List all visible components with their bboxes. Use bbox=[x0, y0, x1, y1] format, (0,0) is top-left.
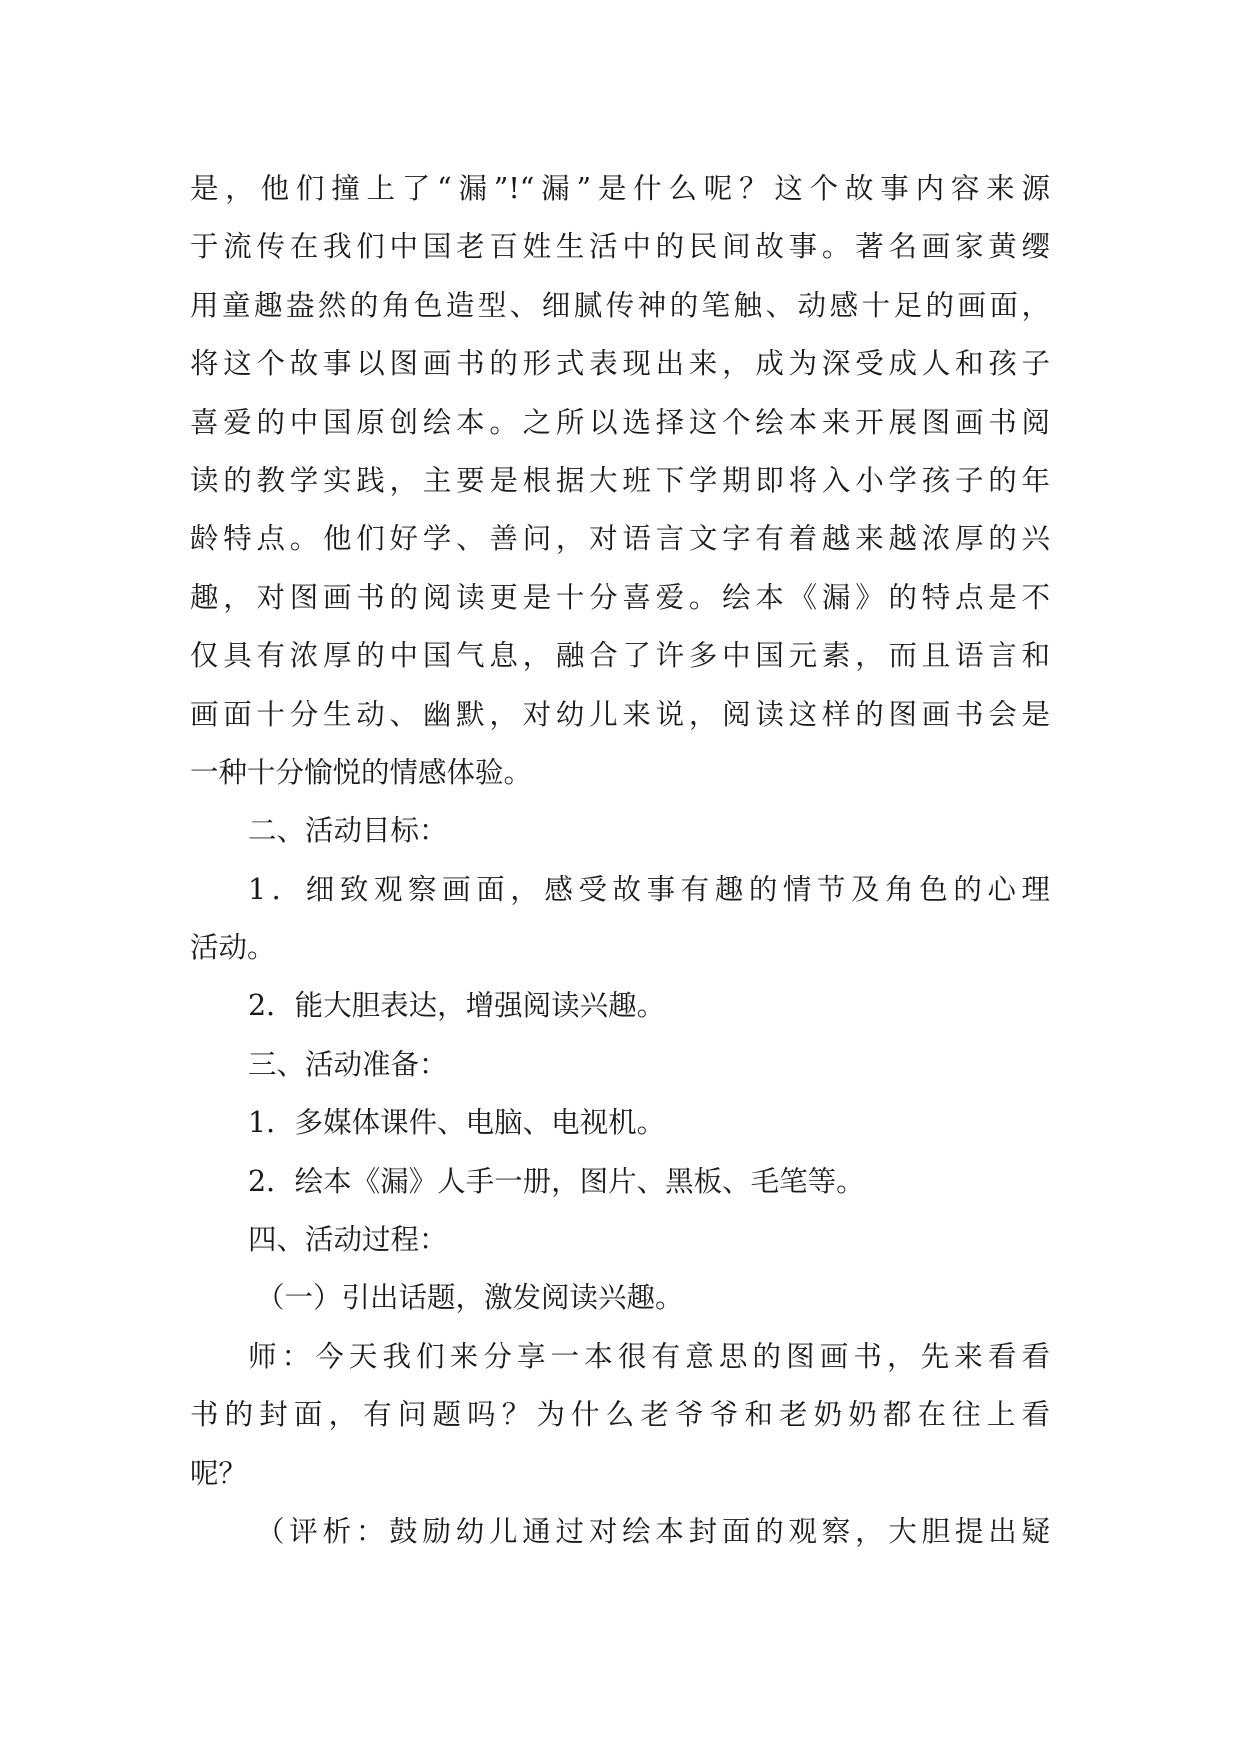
goal-item-1: 1．细致观察画面，感受故事有趣的情节及角色的心理 bbox=[248, 872, 1050, 906]
teacher-dialogue-line-last: 呢？ bbox=[190, 1456, 248, 1490]
paragraph-line: 趣，对图画书的阅读更是十分喜爱。绘本《漏》的特点是不 bbox=[190, 580, 1050, 614]
paragraph-line-last: 一种十分愉悦的情感体验。 bbox=[190, 755, 533, 789]
preparation-item-2: 2．绘本《漏》人手一册，图片、黑板、毛笔等。 bbox=[248, 1164, 865, 1198]
paragraph-line: 于流传在我们中国老百姓生活中的民间故事。著名画家黄缨 bbox=[190, 230, 1050, 264]
commentary-line: （评析：鼓励幼儿通过对绘本封面的观察，大胆提出疑 bbox=[256, 1514, 1050, 1548]
paragraph-line: 将这个故事以图画书的形式表现出来，成为深受成人和孩子 bbox=[190, 347, 1050, 381]
document-body bbox=[190, 160, 1050, 1561]
paragraph-line: 画面十分生动、幽默，对幼儿来说，阅读这样的图画书会是 bbox=[190, 697, 1050, 731]
paragraph-line: 仅具有浓厚的中国气息，融合了许多中国元素，而且语言和 bbox=[190, 639, 1050, 673]
paragraph-line: 读的教学实践，主要是根据大班下学期即将入小学孩子的年 bbox=[190, 463, 1050, 497]
paragraph-line: 用童趣盎然的角色造型、细腻传神的笔触、动感十足的画面， bbox=[190, 288, 1050, 322]
paragraph-line: 是，他们撞上了“漏”!“漏”是什么呢？这个故事内容来源 bbox=[190, 172, 1050, 205]
teacher-dialogue-line: 师：今天我们来分享一本很有意思的图画书，先来看看 bbox=[248, 1339, 1050, 1373]
section-heading-preparation: 三、活动准备： bbox=[248, 1047, 448, 1081]
paragraph-line: 龄特点。他们好学、善问，对语言文字有着越来越浓厚的兴 bbox=[190, 522, 1050, 556]
paragraph-line: 喜爱的中国原创绘本。之所以选择这个绘本来开展图画书阅 bbox=[190, 405, 1050, 439]
process-step-1: （一）引出话题，激发阅读兴趣。 bbox=[256, 1281, 684, 1315]
goal-item-1-continued: 活动。 bbox=[190, 931, 276, 965]
section-heading-process: 四、活动过程： bbox=[248, 1223, 448, 1257]
preparation-item-1: 1．多媒体课件、电脑、电视机。 bbox=[248, 1106, 666, 1140]
section-heading-goals: 二、活动目标： bbox=[248, 814, 448, 848]
teacher-dialogue-line: 书的封面，有问题吗？为什么老爷爷和老奶奶都在往上看 bbox=[190, 1398, 1050, 1432]
goal-item-2: 2．能大胆表达，增强阅读兴趣。 bbox=[248, 989, 666, 1023]
